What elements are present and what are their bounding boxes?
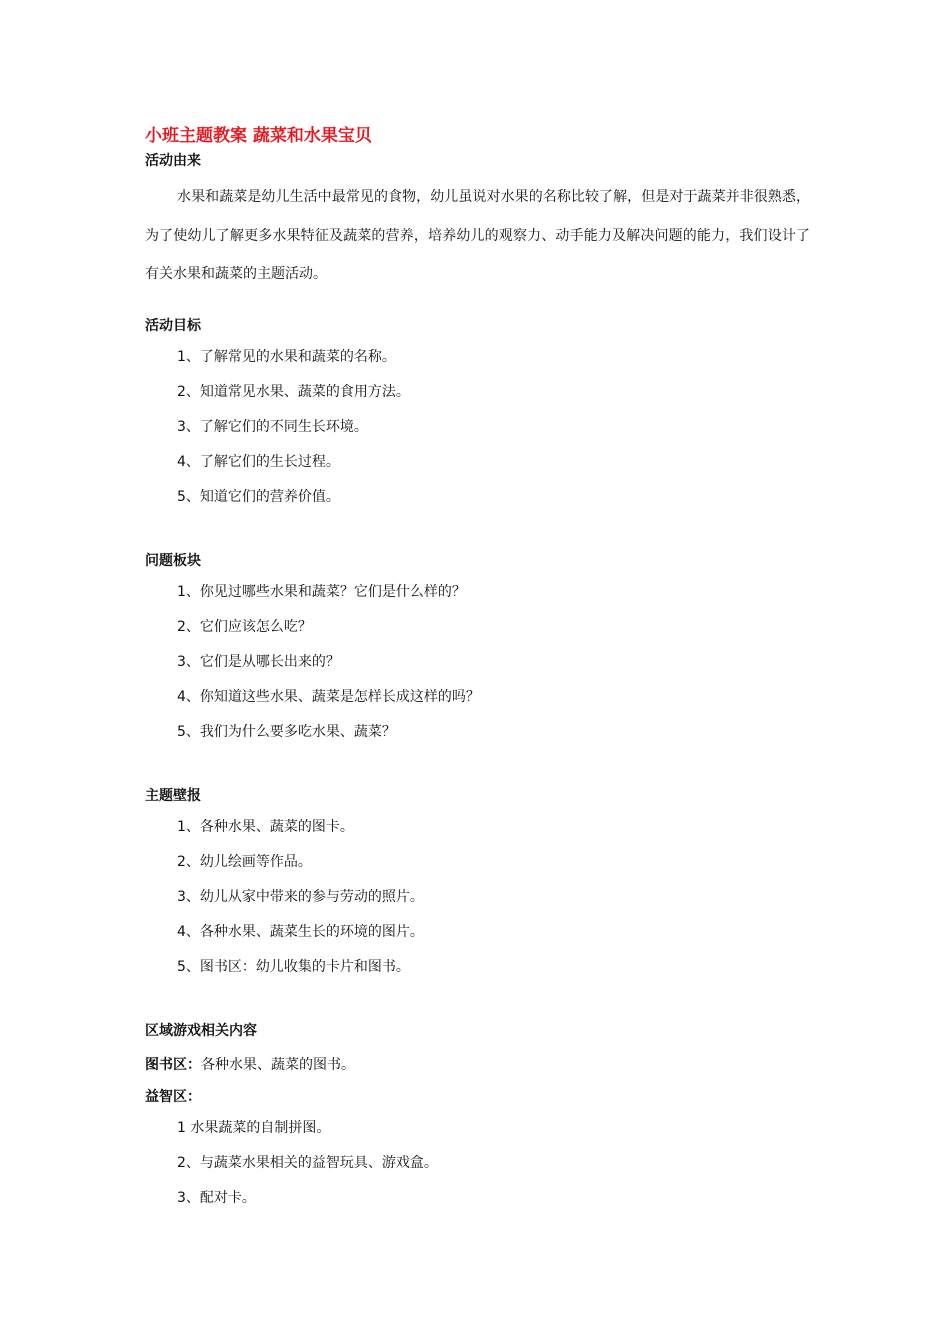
list-item: 2、它们应该怎么吃？: [177, 619, 312, 635]
list-item: 3、配对卡。: [177, 1190, 256, 1206]
puzzle-label: 益智区：: [145, 1089, 201, 1105]
puzzle-list: [177, 1118, 438, 1223]
goals-list: [177, 347, 410, 522]
library-line: [145, 1055, 355, 1075]
list-item: 3、它们是从哪长出来的？: [177, 654, 340, 670]
list-item: 3、了解它们的不同生长环境。: [177, 419, 368, 435]
library-text: 各种水果、蔬菜的图书。: [201, 1057, 355, 1073]
document-title: 小班主题教案 蔬菜和水果宝贝: [145, 126, 372, 146]
list-item: 2、与蔬菜水果相关的益智玩具、游戏盒。: [177, 1155, 438, 1171]
section-heading-origin: 活动由来: [145, 153, 201, 169]
section-heading-questions: 问题板块: [145, 553, 201, 569]
list-item: 1、各种水果、蔬菜的图卡。: [177, 819, 354, 835]
section-heading-goals: 活动目标: [145, 318, 201, 334]
questions-list: [177, 582, 480, 757]
section-heading-wall: 主题壁报: [145, 788, 201, 804]
origin-paragraph: 水果和蔬菜是幼儿生活中最常见的食物，幼儿虽说对水果的名称比较了解，但是对于蔬菜并非很熟悉，为了使幼儿了解更多水果特征及蔬菜的营养，培养幼儿的观察力、动手能力及解决问题的能力，我们设计了有关水果和蔬菜的主题活动。: [145, 189, 810, 282]
list-item: 2、知道常见水果、蔬菜的食用方法。: [177, 384, 410, 400]
list-item: 5、图书区：幼儿收集的卡片和图书。: [177, 959, 410, 975]
list-item: 1 水果蔬菜的自制拼图。: [177, 1120, 331, 1136]
list-item: 4、你知道这些水果、蔬菜是怎样长成这样的吗？: [177, 689, 480, 705]
list-item: 3、幼儿从家中带来的参与劳动的照片。: [177, 889, 424, 905]
list-item: 5、我们为什么要多吃水果、蔬菜？: [177, 724, 396, 740]
list-item: 2、幼儿绘画等作品。: [177, 854, 312, 870]
puzzle-line: [145, 1087, 201, 1107]
list-item: 1、了解常见的水果和蔬菜的名称。: [177, 349, 396, 365]
list-item: 4、了解它们的生长过程。: [177, 454, 340, 470]
library-label: 图书区：: [145, 1057, 201, 1073]
list-item: 4、各种水果、蔬菜生长的环境的图片。: [177, 924, 424, 940]
list-item: 1、你见过哪些水果和蔬菜？它们是什么样的？: [177, 584, 466, 600]
list-item: 5、知道它们的营养价值。: [177, 489, 340, 505]
section-heading-area: 区域游戏相关内容: [145, 1023, 257, 1039]
wall-list: [177, 817, 424, 992]
